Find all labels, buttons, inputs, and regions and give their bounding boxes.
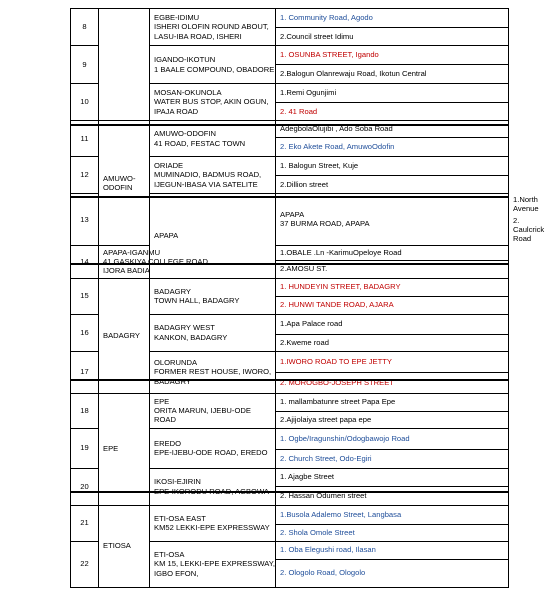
center-line: ISHERI OLOFIN ROUND ABOUT, bbox=[154, 22, 269, 32]
center-line: MOSAN-OKUNOLA bbox=[154, 88, 222, 98]
table-row bbox=[71, 505, 509, 524]
street-text: 1. HUNDEYIN STREET, BADAGRY bbox=[280, 282, 401, 292]
center-line: ROAD bbox=[154, 415, 176, 425]
lga-divider bbox=[70, 491, 508, 493]
center-line: ORITA MARUN, IJEBU-ODE bbox=[154, 405, 251, 415]
center-line: IGBO EFON, bbox=[154, 568, 199, 578]
center-cell bbox=[150, 314, 276, 351]
row-number: 10 bbox=[71, 84, 99, 121]
row-number: 21 bbox=[71, 505, 99, 541]
street-text: 2. Shola Omole Street bbox=[280, 527, 355, 537]
center-line: 37 BURMA ROAD, APAPA bbox=[280, 219, 370, 229]
street-text: 1. mallambatunre street Papa Epe bbox=[280, 397, 396, 407]
street-cell bbox=[276, 524, 509, 541]
center-line: BADAGRY bbox=[154, 286, 191, 296]
center-line: IJEGUN-IBASA VIA SATELITE bbox=[154, 179, 258, 189]
row-number: 8 bbox=[71, 9, 99, 46]
center-line: IGANDO-IKOTUN bbox=[154, 55, 216, 65]
center-line: ETI-OSA EAST bbox=[154, 513, 206, 523]
street-text: 2.Dillion street bbox=[280, 179, 329, 189]
street-cell bbox=[276, 393, 509, 411]
street-text: 1.Busola Adalemo Street, Langbasa bbox=[280, 509, 402, 519]
street-text: 2. Ologolo Road, Ologolo bbox=[280, 568, 366, 578]
street-text: 1.Apa Palace road bbox=[280, 319, 343, 329]
street-cell bbox=[276, 351, 509, 372]
row-number: 11 bbox=[71, 121, 99, 157]
center-line: KM 15, LEKKI-EPE EXPRESSWAY, bbox=[154, 559, 275, 569]
center-line: APAPA bbox=[280, 210, 305, 220]
street-text: 1. Ajagbe Street bbox=[280, 472, 335, 482]
center-line: TOWN HALL, BADAGRY bbox=[154, 296, 240, 306]
center-cell bbox=[150, 505, 276, 541]
center-line: EPE bbox=[154, 396, 170, 406]
street-cell bbox=[276, 103, 509, 121]
street-text: 1.OBALE .Ln -KarimuOpeloye Road bbox=[280, 247, 402, 257]
center-cell bbox=[276, 194, 509, 246]
center-line: 1 BAALE COMPOUND, OBADORE bbox=[154, 64, 275, 74]
center-line: MUMINADIO, BADMUS ROAD, bbox=[154, 170, 262, 180]
collection-centers-table bbox=[70, 8, 545, 588]
street-text: 1. OSUNBA STREET, Igando bbox=[280, 50, 379, 60]
street-text: 2. MOROGBO-JOSEPH STREET bbox=[280, 377, 394, 387]
table-row bbox=[71, 9, 509, 28]
center-cell bbox=[150, 46, 276, 84]
lga-cell: AMUWO-ODOFIN bbox=[99, 121, 150, 246]
lga-cell: ETIOSA bbox=[99, 505, 150, 587]
street-cell bbox=[276, 505, 509, 524]
row-number: 12 bbox=[71, 157, 99, 194]
lga-divider bbox=[70, 379, 508, 381]
street-text: AdegbolaOlujibi , Ado Soba Road bbox=[280, 124, 393, 134]
street-cell bbox=[276, 296, 509, 314]
street-cell bbox=[276, 559, 509, 587]
lga-divider bbox=[70, 263, 508, 265]
row-number: 22 bbox=[71, 541, 99, 587]
street-cell bbox=[276, 449, 509, 468]
lga-cell: EPE bbox=[99, 393, 150, 505]
row-number: 14 bbox=[71, 245, 99, 278]
center-line: KANKON, BADAGRY bbox=[154, 332, 228, 342]
street-cell bbox=[276, 46, 509, 65]
street-text: 1.Remi Ogunjimi bbox=[280, 88, 337, 98]
center-line: EPE-IJEBU-ODE ROAD, EREDO bbox=[154, 448, 268, 458]
table-row bbox=[71, 393, 509, 411]
center-line: EPE-IKORODU ROAD, AGBOWA bbox=[154, 486, 269, 496]
lga-cell: APAPA bbox=[150, 194, 276, 279]
center-cell bbox=[150, 9, 276, 46]
row-number: 17 bbox=[71, 351, 99, 393]
row-number: 18 bbox=[71, 393, 99, 428]
street-cell bbox=[276, 541, 509, 559]
street-cell bbox=[276, 486, 509, 505]
street-cell bbox=[276, 428, 509, 449]
street-text: 1.North Avenue bbox=[513, 195, 539, 214]
center-line: ORIADE bbox=[154, 161, 184, 171]
center-line: EGBE-IDIMU bbox=[154, 13, 200, 23]
center-cell bbox=[150, 351, 276, 393]
street-text: 2. Church Street, Odo-Egiri bbox=[280, 453, 372, 463]
street-cell bbox=[276, 278, 509, 296]
row-number: 15 bbox=[71, 278, 99, 314]
street-cell bbox=[276, 468, 509, 486]
street-text: 2.Council street Idimu bbox=[280, 31, 354, 41]
center-cell bbox=[150, 278, 276, 314]
street-cell bbox=[276, 84, 509, 103]
center-line: KM52 LEKKI-EPE EXPRESSWAY bbox=[154, 523, 270, 533]
row-number: 9 bbox=[71, 46, 99, 84]
row-number: 13 bbox=[71, 194, 99, 246]
center-cell bbox=[150, 468, 276, 505]
street-cell bbox=[276, 314, 509, 334]
street-text: 2.Kweme road bbox=[280, 337, 329, 347]
center-line: 41 GASKIYA COLLEGE ROAD, bbox=[103, 256, 211, 266]
center-cell bbox=[99, 245, 211, 278]
street-text: 1.IWORO ROAD TO EPE JETTY bbox=[280, 356, 392, 366]
row-number: 19 bbox=[71, 428, 99, 468]
street-text: 1. Oba Elegushi road, Ilasan bbox=[280, 545, 376, 555]
street-cell bbox=[276, 411, 509, 428]
center-line: 41 ROAD, FESTAC TOWN bbox=[154, 138, 246, 148]
lga-cell: BADAGRY bbox=[99, 278, 150, 393]
center-line: ETI-OSA bbox=[154, 550, 185, 560]
street-cell bbox=[276, 28, 509, 46]
center-line: EREDO bbox=[154, 438, 182, 448]
row-number: 16 bbox=[71, 314, 99, 351]
center-cell bbox=[150, 157, 276, 194]
center-line: BADAGRY WEST bbox=[154, 323, 215, 333]
street-text: 2. Eko Akete Road, AmuwoOdofin bbox=[280, 142, 395, 152]
center-cell bbox=[150, 428, 276, 468]
street-cell bbox=[276, 138, 509, 157]
street-text: 1. Balogun Street, Kuje bbox=[280, 161, 359, 171]
street-text: 1. Ogbe/Iragunshin/Odogbawojo Road bbox=[280, 433, 410, 443]
center-line: LASU-IBA ROAD, ISHERI bbox=[154, 31, 242, 41]
center-cell bbox=[150, 541, 276, 587]
center-line: IKOSI-EJIRIN bbox=[154, 477, 201, 487]
street-cell bbox=[276, 334, 509, 351]
street-text: 2.AMOSU ST. bbox=[280, 264, 328, 274]
street-text: 2. Hassan Odumeri street bbox=[280, 490, 367, 500]
street-text: 2.Balogun Olanrewaju Road, Ikotun Central bbox=[280, 69, 427, 79]
center-line: BADAGRY bbox=[154, 376, 191, 386]
street-cell bbox=[276, 176, 509, 194]
center-cell bbox=[150, 393, 276, 428]
center-line: IJORA BADIA bbox=[103, 266, 150, 276]
street-text: 2. HUNWI TANDE ROAD, AJARA bbox=[280, 300, 394, 310]
center-line: APAPA-IGANMU bbox=[103, 247, 161, 257]
center-line: IPAJA ROAD bbox=[154, 106, 199, 116]
street-text: 2. Caulcrick Road bbox=[513, 216, 545, 244]
street-cell bbox=[276, 65, 509, 84]
center-line: FORMER REST HOUSE, IWORO, bbox=[154, 367, 272, 377]
street-cell bbox=[276, 157, 509, 176]
street-cell bbox=[276, 245, 509, 260]
center-line: OLORUNDA bbox=[154, 358, 198, 368]
table-row bbox=[71, 245, 509, 260]
street-cell bbox=[276, 372, 509, 393]
center-line: WATER BUS STOP, AKIN OGUN, bbox=[154, 97, 269, 107]
street-text: 2. 41 Road bbox=[280, 106, 318, 116]
lga-divider bbox=[70, 124, 508, 126]
table-row bbox=[71, 278, 509, 296]
street-text: 2.Ajijolaiya street papa epe bbox=[280, 414, 372, 424]
center-line: AMUWO-ODOFIN bbox=[154, 129, 217, 139]
lga-cell bbox=[99, 9, 150, 121]
street-cell bbox=[276, 9, 509, 28]
table-body bbox=[71, 9, 545, 588]
street-text: 1. Community Road, Agodo bbox=[280, 13, 373, 23]
lga-divider bbox=[70, 196, 508, 198]
row-number: 20 bbox=[71, 468, 99, 505]
center-cell bbox=[150, 84, 276, 121]
